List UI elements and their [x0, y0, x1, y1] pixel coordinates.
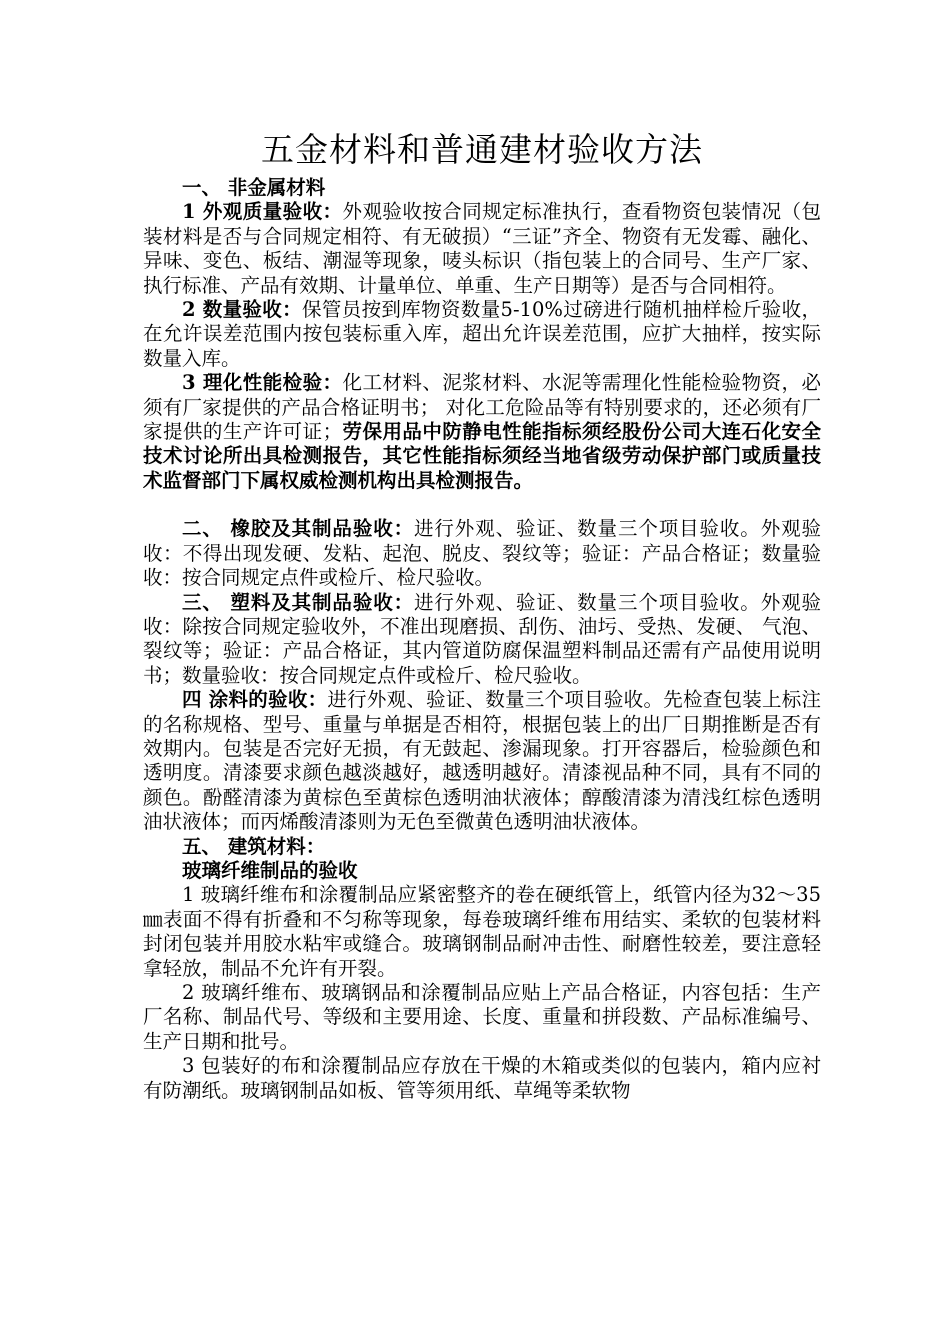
paragraph-text: 保管员按到库物资数量5-10%过磅进行随机抽样检斤验收，在允许误差范围内按包装标重入库，超出允许误差范围，应扩大抽样，按实际数量入库。 — [143, 298, 822, 370]
paragraph-appearance-inspection — [143, 200, 821, 298]
paragraph-lead: 3 理化性能检验： — [182, 371, 343, 395]
paragraph-text: 进行外观、验证、数量三个项目验收。先检查包装上标注的名称规格、型号、重量与单据是否相符，根据包装上的出厂日期推断是否有效期内。包装是否完好无损，有无鼓起、渗漏现象。打开容器后，检验颜色和透明度。清漆要求颜色越淡越好，越透明越好。清漆视品种不同，具有不同的颜色。酚醛清漆为黄棕色至黄棕色透明油状液体；醇酸清漆为清浅红棕色透明油状液体；而丙烯酸清漆则为无色至微黄色透明油状液体。 — [143, 688, 821, 834]
document-body — [143, 128, 821, 1103]
blank-line — [143, 493, 821, 517]
section-1-heading: 一、 非金属材料 — [182, 176, 326, 199]
document-title: 五金材料和普通建材验收方法 — [261, 130, 703, 169]
paragraph-lead: 1 外观质量验收： — [182, 200, 343, 224]
paragraph-text: 进行外观、验证、数量三个项目验收。外观验收：不得出现发硬、发粘、起泡、脱皮、裂纹等；验证：产品合格证；数量验收：按合同规定点件或检斤、检尺验收。 — [143, 517, 821, 590]
paragraph-text: 化工材料、泥浆材料、水泥等需理化性能检验物资，必须有厂家提供的产品合格证明书； 对化工危险品等有特别要求的，还必须有厂家提供的生产许可证； — [143, 371, 821, 444]
paragraph-quantity-inspection — [143, 298, 821, 371]
paragraph-fiberglass-1: 1 玻璃纤维布和涂覆制品应紧密整齐的卷在硬纸管上，纸管内径为32～35㎜表面不得有折叠和不匀称等现象，每卷玻璃纤维布用结实、柔软的包装材料封闭包装并用胶水粘牢或缝合。玻璃钢制品耐冲击性、耐磨性较差，要注意轻拿轻放，制品不允许有开裂。 — [143, 883, 821, 980]
paragraph-text: 进行外观、验证、数量三个项目验收。外观验收：除按合同规定验收外，不准出现磨损、刮伤、油圬、受热、发硬、 气泡、 裂纹等；验证：产品合格证，其内管道防腐保温塑料制品还需有产品使用说明书；数量验收：按合同规定点件或检斤、检尺验收。 — [143, 590, 821, 687]
section-3-plastic — [143, 591, 821, 689]
section-5-heading: 五、 建筑材料： — [182, 834, 326, 858]
section-4-paint — [143, 688, 821, 834]
paragraph-lead: 三、 塑料及其制品验收： — [182, 590, 415, 614]
paragraph-physicochemical-inspection — [143, 371, 821, 493]
paragraph-lead: 二、 橡胶及其制品验收： — [182, 517, 415, 541]
paragraph-fiberglass-2: 2 玻璃纤维布、玻璃钢品和涂覆制品应贴上产品合格证，内容包括：生产厂名称、制品代号、等级和主要用途、长度、重量和拼段数、产品标准编号、生产日期和批号。 — [143, 981, 821, 1053]
paragraph-fiberglass-3: 3 包装好的布和涂覆制品应存放在干燥的木箱或类似的包装内，箱内应衬有防潮纸。玻璃钢制品如板、管等须用纸、草绳等柔软物 — [143, 1054, 821, 1102]
paragraph-lead: 2 数量验收： — [182, 298, 302, 322]
paragraph-lead: 四 涂料的验收： — [182, 688, 328, 712]
paragraph-bold-text: 劳保用品中防静电性能指标须经股份公司大连石化安全技术讨论所出具检测报告，其它性能指标须经当地省级劳动保护部门或质量技术监督部门下属权威检测机构出具检测报告。 — [143, 420, 821, 492]
section-2-rubber — [143, 517, 821, 590]
section-5-subheading: 玻璃纤维制品的验收 — [182, 858, 358, 882]
paragraph-text: 外观验收按合同规定标准执行，查看物资包装情况（包装材料是否与合同规定相符、有无破损）“三证”齐全、物资有无发霉、融化、异味、变色、板结、潮湿等现象，唛头标识（指包装上的合同号、生产厂家、执行标准、产品有效期、计量单位、单重、生产日期等）是否与合同相符。 — [143, 200, 821, 297]
